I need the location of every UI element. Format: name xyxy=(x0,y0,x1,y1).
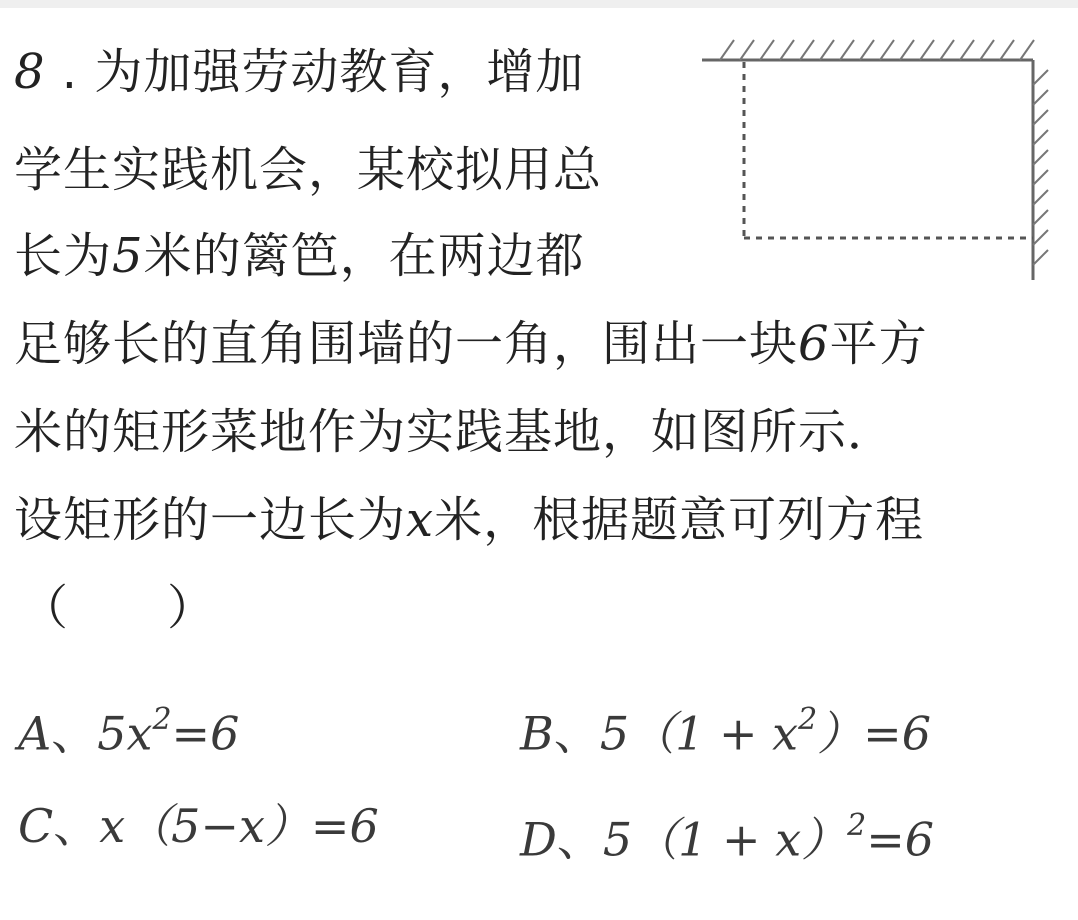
question-text-2: 学生实践机会，某校拟用总 xyxy=(14,142,603,198)
question-text-4a: 足够长的直角围墙的一角，围出一块 xyxy=(14,316,799,372)
question-number-dot: . xyxy=(45,44,95,100)
question-line-3 xyxy=(14,226,585,286)
option-c-expr: x（5−x）=6 xyxy=(99,799,379,853)
option-a-exponent: 2 xyxy=(152,702,172,737)
top-bar xyxy=(0,0,1078,8)
question-text-6b: 米，根据题意可列方程 xyxy=(434,492,925,548)
question-line-2 xyxy=(14,140,602,200)
question-text-3a: 长为 xyxy=(14,228,113,284)
fence-length: 5 xyxy=(112,228,144,284)
option-b-letter: B xyxy=(520,706,554,761)
option-d-letter: D xyxy=(520,812,557,867)
question-text-4b: 平方 xyxy=(829,316,928,372)
option-b-exponent: 2 xyxy=(798,702,818,737)
top-wall-hatching xyxy=(720,40,1034,60)
question-text-5: 米的矩形菜地作为实践基地，如图所示． xyxy=(14,404,897,460)
option-a[interactable] xyxy=(18,694,239,763)
fence-diagram xyxy=(700,30,1050,290)
question-line-6 xyxy=(14,490,924,550)
option-b[interactable] xyxy=(520,694,931,763)
option-a-expr: 5x xyxy=(97,706,153,761)
option-c-sep: 、 xyxy=(53,799,100,853)
dashed-fence xyxy=(744,62,1033,238)
question-line-1 xyxy=(14,42,584,102)
option-c[interactable] xyxy=(18,796,379,856)
question-text-3b: 米的篱笆，在两边都 xyxy=(143,228,585,284)
option-d[interactable] xyxy=(520,800,934,869)
question-text-6a: 设矩形的一边长为 xyxy=(14,492,407,548)
answer-blank-paren: （ ） xyxy=(20,580,217,636)
option-a-letter: A xyxy=(18,706,52,761)
option-a-rhs: =6 xyxy=(171,706,240,761)
area-value: 6 xyxy=(798,316,830,372)
option-a-sep: 、 xyxy=(51,706,98,761)
option-d-exponent: 2 xyxy=(847,808,867,843)
option-b-rhs: ）=6 xyxy=(817,706,931,761)
question-line-5 xyxy=(14,402,896,462)
option-c-letter: C xyxy=(18,799,54,853)
option-b-sep: 、 xyxy=(553,706,600,761)
option-d-rhs: =6 xyxy=(866,812,935,867)
answer-blank xyxy=(20,578,216,638)
option-d-expr: 5（1 + x） xyxy=(602,812,848,867)
variable-x: x xyxy=(406,492,435,548)
question-number: 8 xyxy=(14,44,46,100)
question-text-1: 为加强劳动教育，增加 xyxy=(94,44,585,100)
option-d-sep: 、 xyxy=(556,812,603,867)
option-b-expr: 5（1 + x xyxy=(599,706,799,761)
question-line-4 xyxy=(14,314,928,374)
right-wall-hatching xyxy=(1033,70,1048,265)
